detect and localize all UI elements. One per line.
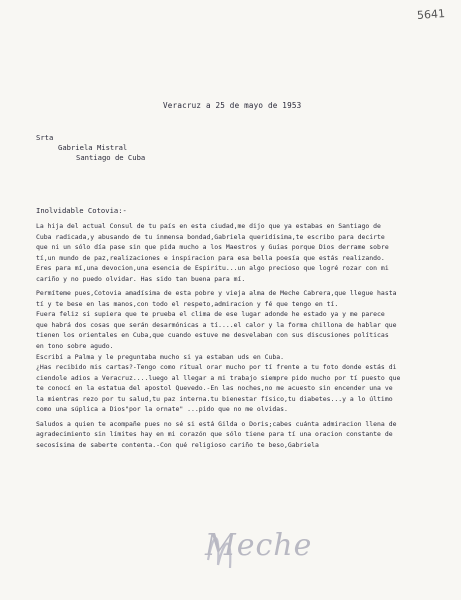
body-line: ¿Has recibido mis cartas?-Tengo como ritual orar mucho por tí frente a tu foto donde estás di bbox=[36, 363, 397, 372]
body-line: ciendole adios a Veracruz....luego al llegar a mi trabajo siempre pido mucho por tí puesto que bbox=[36, 373, 401, 382]
body-line: secosísima de saberte contenta.-Con qué religioso cariño te beso,Gabriela bbox=[36, 440, 319, 449]
body-line: Permíteme pues,Cotovia amadísima de esta pobre y vieja alma de Meche Cabrera,que llegue hasta bbox=[36, 289, 397, 298]
body-line: que habrá dos cosas que serán desarmónicas a tí....el calor y la forma chillona de hablar que bbox=[36, 320, 397, 329]
recipient-name: Gabriela Mistral bbox=[58, 143, 128, 152]
letter-body bbox=[36, 221, 461, 450]
body-line: tí,un mundo de paz,realizaciones e inspiracion para esa bella poesía que estás realizando. bbox=[36, 253, 385, 262]
body-line: cariño y no puedo olvidar. Has sido tan buena para mí. bbox=[36, 274, 246, 283]
body-line: como una súplica a Dios"por la ornate" ...pido que no me olvidas. bbox=[36, 405, 288, 414]
archive-number-annotation: 5641 bbox=[416, 7, 446, 22]
body-line: tienen los orientales en Cuba,que cuando estuve me desvelaban con sus discusiones políticas bbox=[36, 331, 389, 340]
body-line: tí y te bese en las manos,con todo el respeto,admiracion y fé que tengo en tí. bbox=[36, 299, 339, 308]
recipient-location: Santiago de Cuba bbox=[76, 153, 146, 162]
body-line: agradecimiento sin límites hay en mi corazón que sólo tiene para tí una oracion constante de bbox=[36, 430, 393, 439]
handwritten-signature: Meche bbox=[205, 528, 313, 563]
recipient-title: Srta bbox=[36, 133, 54, 142]
body-line: que ni un sólo día pase sin que pida mucho a los Maestros y Guías porque Dios derrame sobre bbox=[36, 243, 389, 252]
body-line: te conocí en la estatua del apostol Quevedo.-En las noches,no me acuesto sin encender una ve bbox=[36, 384, 393, 393]
dateline: Veracruz a 25 de mayo de 1953 bbox=[163, 101, 302, 110]
body-line: Escribí a Palma y le preguntaba mucho si ya estaban uds en Cuba. bbox=[36, 352, 285, 361]
body-line: la mientras rezo por tu salud,tu paz interna.tu bienestar físico,tu diabetes...y a lo último bbox=[36, 394, 393, 403]
body-line: en tono sobre agudo. bbox=[36, 342, 114, 351]
body-line: La hija del actual Consul de tu país en esta ciudad,me dijo que ya estabas en Santiago de bbox=[36, 222, 381, 230]
body-line: Eres para mí,una devocion,una esencia de Espiritu...un algo precioso que logré rozar con mi bbox=[36, 264, 389, 273]
body-line: Saludos a quien te acompañe pues no sé si está Gilda o Doris;cabes cuánta admiracion llena de bbox=[36, 419, 397, 428]
body-line: Fuera feliz si supiera que te prueba el clima de ese lugar adonde he estado ya y me parece bbox=[36, 310, 385, 319]
recipient-block bbox=[36, 133, 145, 163]
salutation: Inolvidable Cotovia:- bbox=[36, 206, 127, 215]
body-line: Cuba radicada,y abusando de tu inmensa bondad,Gabriela queridísima,te escribo para decirte bbox=[36, 232, 385, 241]
